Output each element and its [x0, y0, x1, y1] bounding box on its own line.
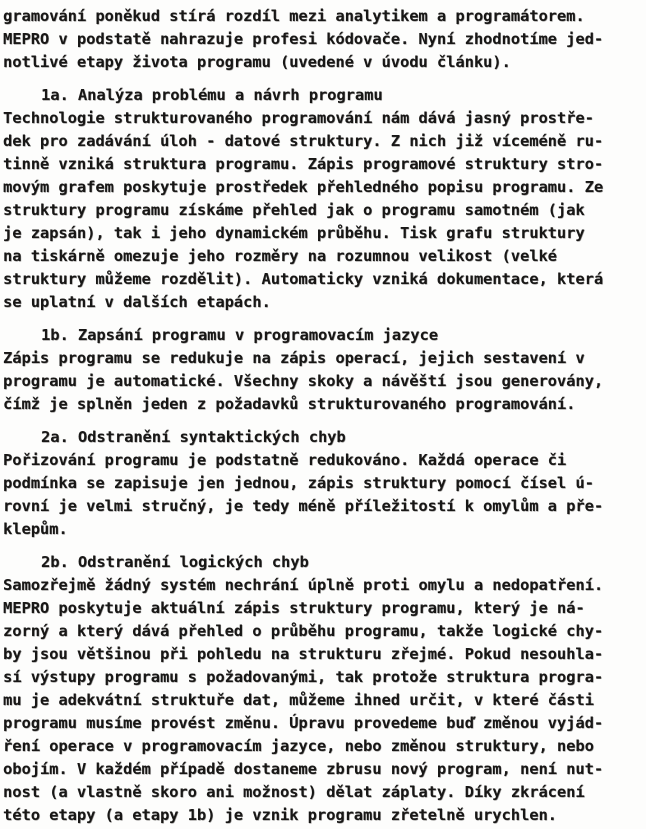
section-heading-2b: 2b. Odstranění logických chyb: [41, 553, 309, 571]
section-heading-2a: 2a. Odstranění syntaktických chyb: [41, 428, 346, 446]
text-line: MEPRO v podstatě nahrazuje profesi kódovače. Nyní zhodnotíme jed-: [3, 30, 604, 48]
text-line: programu je automatické. Všechny skoky a návěští jsou generovány,: [3, 372, 604, 390]
text-line: MEPRO poskytuje aktuální zápis struktury programu, který je ná-: [3, 599, 585, 617]
text-line: tinně vzniká struktura programu. Zápis programové struktury stro-: [3, 155, 604, 173]
text-line: dek pro zadávání úloh - datové struktury. Z nich již víceméně ru-: [3, 132, 604, 150]
text-line: rovní je velmi stručný, je tedy méně příležitostí k omylům a pře-: [3, 497, 604, 515]
text-line: ření operace v programovacím jazyce, nebo změnou struktury, nebo: [3, 737, 594, 755]
text-line: podmínka se zapisuje jen jednou, zápis struktury pomocí čísel ú-: [3, 474, 594, 492]
text-line: nost (a vlastně skoro ani možnost) dělat záplaty. Díky zkrácení: [3, 783, 585, 801]
text-line: programu musíme provést změnu. Úpravu provedeme buď změnou vyjád-: [3, 714, 604, 732]
text-line: struktury můžeme rozdělit). Automaticky vzniká dokumentace, která: [3, 270, 604, 288]
text-line: Pořizování programu je podstatně redukováno. Každá operace či: [3, 451, 567, 469]
text-line: je zapsán), tak i jeho dynamickém průběhu. Tisk grafu struktury: [3, 224, 585, 242]
text-line: notlivé etapy života programu (uvedené v úvodu článku).: [3, 53, 511, 71]
text-line: na tiskárně omezuje jeho rozměry na rozumnou velikost (velké: [3, 247, 557, 265]
text-line: zorný a který dává přehled o průběhu programu, takže logické chy-: [3, 622, 604, 640]
text-line: gramování poněkud stírá rozdíl mezi analytikem a programátorem.: [3, 7, 585, 25]
text-line: čímž je splněn jeden z požadavků strukturovaného programování.: [3, 395, 576, 413]
text-line: klepům.: [3, 520, 68, 538]
text-line: mu je adekvátní struktuře dat, můžeme ihned určit, v které části: [3, 691, 594, 709]
text-line: by jsou většinou při pohledu na strukturu zřejmé. Pokud nesouhla-: [3, 645, 604, 663]
text-line: Samozřejmě žádný systém nechrání úplně proti omylu a nedopatření.: [3, 576, 604, 594]
text-line: movým grafem poskytuje prostředek přehledného popisu programu. Ze: [3, 178, 604, 196]
text-line: struktury programu získáme přehled jak o programu samotném (jak: [3, 201, 585, 219]
text-line: této etapy (a etapy 1b) je vznik programu zřetelně urychlen.: [3, 806, 557, 824]
paragraph-1a: [3, 107, 646, 314]
paragraph-2b: [3, 574, 646, 827]
text-line: Zápis programu se redukuje na zápis operací, jejich sestavení v: [3, 349, 585, 367]
section-heading-1a: 1a. Analýza problému a návrh programu: [41, 86, 383, 104]
section-heading-1b: 1b. Zapsání programu v programovacím jazyce: [41, 326, 438, 344]
paragraph-1b: [3, 347, 646, 416]
text-line: sí výstupy programu s požadovanými, tak protože struktura progra-: [3, 668, 604, 686]
text-line: se uplatní v dalších etapách.: [3, 293, 271, 311]
paragraph-intro-continuation: [3, 5, 646, 74]
text-line: obojím. V každém případě dostaneme zbrusu nový program, není nut-: [3, 760, 604, 778]
text-line: Technologie strukturovaného programování nám dává jasný prostře-: [3, 109, 594, 127]
paragraph-2a: [3, 449, 646, 541]
